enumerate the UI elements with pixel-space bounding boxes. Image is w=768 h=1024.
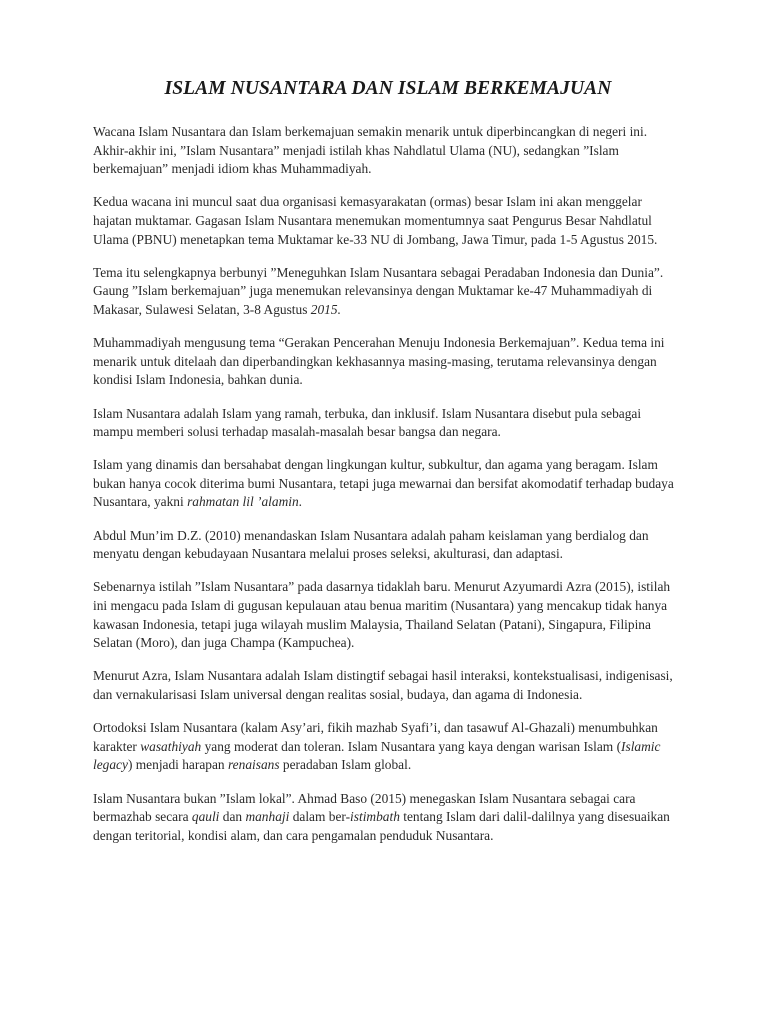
body-paragraph xyxy=(93,667,683,704)
body-paragraph xyxy=(93,264,683,320)
body-paragraph xyxy=(93,193,683,249)
paragraph-text: dalam ber- xyxy=(289,809,351,825)
paragraph-text: Islam yang dinamis dan bersahabat dengan lingkungan kultur, subkultur, dan agama yang beragam. Islam bukan hanya cocok diterima bumi Nusantara, tetapi juga mewarnai dan bersifat akomodatif terhadap budaya Nusantara, yakni xyxy=(93,457,674,510)
paragraph-text: ) menjadi harapan xyxy=(127,757,228,773)
paragraph-text: yang moderat dan toleran. Islam Nusantara yang kaya dengan warisan Islam ( xyxy=(201,738,622,754)
paragraph-text: Kedua wacana ini muncul saat dua organisasi kemasyarakatan (ormas) besar Islam ini akan menggelar hajatan muktamar. Gagasan Islam Nusantara menemukan momentumnya saat Pengurus Besar Nahdlatul Ulama (PBNU) menetapkan tema Muktamar ke-33 NU di Jombang, Jawa Timur, pada 1-5 Agustus 2015. xyxy=(93,194,658,247)
paragraph-text: Islam Nusantara bukan ”Islam lokal”. Ahmad Baso (2015) menegaskan Islam Nusantara sebagai cara bermazhab secara xyxy=(93,790,636,825)
italic-text: 2015. xyxy=(310,301,341,317)
italic-text: renaisans xyxy=(227,757,280,773)
paragraph-text: Abdul Mun’im D.Z. (2010) menandaskan Islam Nusantara adalah paham keislaman yang berdialog dan menyatu dengan kebudayaan Nusantara melalui proses seleksi, akulturasi, dan adaptasi. xyxy=(93,527,649,562)
body-paragraph xyxy=(93,790,683,846)
italic-text: Islamic legacy xyxy=(93,738,661,773)
paragraph-text: . xyxy=(298,494,303,510)
document-page xyxy=(93,78,683,860)
italic-text: qauli xyxy=(191,809,220,825)
body-paragraph xyxy=(93,334,683,390)
document-body xyxy=(93,123,683,845)
italic-text: wasathiyah xyxy=(140,738,202,754)
paragraph-text: Muhammadiyah mengusung tema “Gerakan Pencerahan Menuju Indonesia Berkemajuan”. Kedua tema ini menarik untuk ditelaah dan diperbandingkan kekhasannya masing-masing, terutama relevansinya dengan kondisi Islam Indonesia, bahkan dunia. xyxy=(93,335,665,388)
body-paragraph xyxy=(93,527,683,564)
italic-text: istimbath xyxy=(350,809,400,825)
body-paragraph xyxy=(93,719,683,775)
paragraph-text: tentang Islam dari dalil-dalilnya yang disesuaikan dengan teritorial, kondisi alam, dan cara pengamalan penduduk Nusantara. xyxy=(93,809,670,843)
body-paragraph xyxy=(93,123,683,179)
paragraph-text: peradaban Islam global. xyxy=(279,757,412,773)
paragraph-text: Islam Nusantara adalah Islam yang ramah, terbuka, dan inklusif. Islam Nusantara disebut pula sebagai mampu memberi solusi terhadap masalah-masalah besar bangsa dan negara. xyxy=(93,405,642,440)
paragraph-text: Wacana Islam Nusantara dan Islam berkemajuan semakin menarik untuk diperbincangkan di negeri ini. Akhir-akhir ini, ”Islam Nusantara” menjadi istilah khas Nahdlatul Ulama (NU), sedangkan ”Islam berkemajuan” menjadi idiom khas Muhammadiyah. xyxy=(93,124,648,177)
body-paragraph xyxy=(93,456,683,512)
document-title: ISLAM NUSANTARA DAN ISLAM BERKEMAJUAN xyxy=(164,78,612,99)
italic-text: rahmatan lil ’alamin xyxy=(187,494,299,510)
paragraph-text: Tema itu selengkapnya berbunyi ”Meneguhkan Islam Nusantara sebagai Peradaban Indonesia dan Dunia”. Gaung ”Islam berkemajuan” juga menemukan relevansinya dengan Muktamar ke-47 Muhammadiyah di Makasar, Sulawesi Selatan, 3-8 Agustus xyxy=(93,264,664,317)
paragraph-text: Sebenarnya istilah ”Islam Nusantara” pada dasarnya tidaklah baru. Menurut Azyumardi Azra (2015), istilah ini mengacu pada Islam di gugusan kepulauan atau benua maritim (Nusantara) yang mencakup tidak hanya kawasan Indonesia, tetapi juga wilayah muslim Malaysia, Thailand Selatan (Patani), Singapura, Filipina Selatan (Moro), dan juga Champa (Kampuchea). xyxy=(93,579,671,651)
paragraph-text: dan xyxy=(219,809,246,825)
paragraph-text: Menurut Azra, Islam Nusantara adalah Islam distingtif sebagai hasil interaksi, kontekstualisasi, indigenisasi, dan vernakularisasi Islam universal dengan realitas sosial, budaya, dan agama di Indonesia. xyxy=(93,668,673,702)
paragraph-text: Ortodoksi Islam Nusantara (kalam Asy’ari, fikih mazhab Syafi’i, dan tasawuf Al-Ghazali) menumbuhkan karakter xyxy=(93,720,658,754)
italic-text: manhaji xyxy=(245,809,290,825)
body-paragraph xyxy=(93,578,683,652)
body-paragraph xyxy=(93,405,683,442)
